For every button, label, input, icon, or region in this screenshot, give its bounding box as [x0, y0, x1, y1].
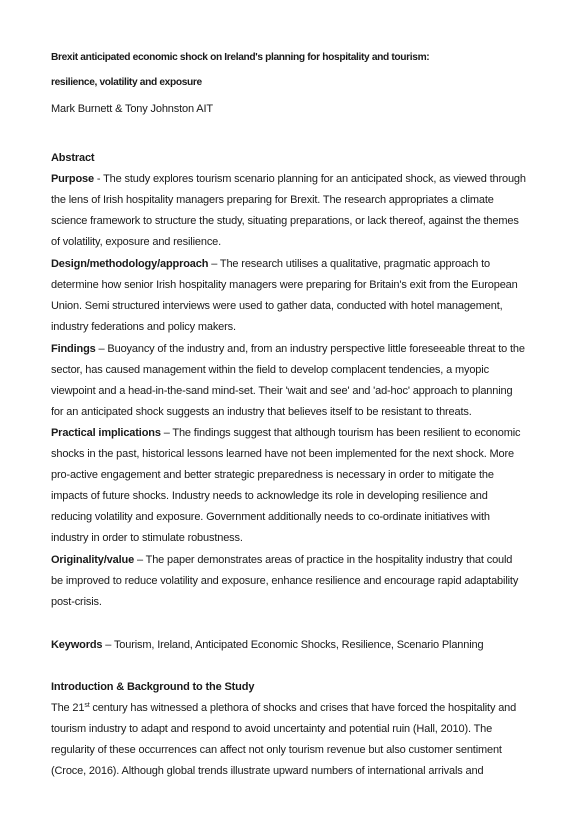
implications-label: Practical implications: [51, 427, 161, 439]
intro-text: The 21: [51, 702, 85, 714]
authors: Mark Burnett & Tony Johnston AIT: [51, 103, 213, 115]
originality-label: Originality/value: [51, 554, 135, 566]
implications-line: impacts of future shocks. Industry needs to acknowledge its role in developing resilience and: [51, 490, 488, 502]
intro-line: [51, 701, 516, 715]
purpose-line: the lens of Irish hospitality managers preparing for Brexit. The research appropriates a climate: [51, 194, 494, 206]
originality-line: be improved to reduce volatility and exposure, enhance resilience and encourage rapid adaptability: [51, 575, 519, 587]
intro-text: century has witnessed a plethora of shocks and crises that have forced the hospitality and: [89, 702, 517, 714]
implications-line: shocks in the past, historical lessons learned have not been implemented for the next shock. More: [51, 448, 514, 460]
implications-line: pro-active engagement and better strategic preparedness is necessary in order to mitigate the: [51, 469, 494, 481]
design-text: – The research utilises a qualitative, pragmatic approach to: [208, 258, 491, 270]
findings-text: – Buoyancy of the industry and, from an industry perspective little foreseeable threat to the: [95, 343, 525, 355]
purpose-label: Purpose: [51, 173, 94, 185]
keywords-line: [51, 638, 483, 652]
keywords-label: Keywords: [51, 639, 103, 651]
originality-line: [51, 553, 512, 567]
implications-line: industry in order to stimulate robustness.: [51, 532, 243, 544]
paper-title-line-1: Brexit anticipated economic shock on Ireland's planning for hospitality and tourism:: [51, 52, 430, 63]
findings-line: sector, has caused management within the field to develop complacent tendencies, a myopic: [51, 364, 489, 376]
intro-line: (Croce, 2016). Although global trends illustrate upward numbers of international arrivals and: [51, 765, 484, 777]
findings-line: viewpoint and a head-in-the-sand mind-set. Their 'wait and see' and 'ad-hoc' approach to planning: [51, 385, 513, 397]
implications-text: – The findings suggest that although tourism has been resilient to economic: [160, 427, 521, 439]
design-label: Design/methodology/approach: [51, 258, 209, 270]
implications-line: reducing volatility and exposure. Government additionally needs to co-ordinate initiatives with: [51, 511, 490, 523]
purpose-line: [51, 172, 526, 186]
findings-label: Findings: [51, 343, 96, 355]
abstract-heading: Abstract: [51, 152, 95, 164]
design-line: [51, 257, 490, 271]
design-line: determine how senior Irish hospitality managers were preparing for Britain's exit from the European: [51, 279, 518, 291]
keywords-text: – Tourism, Ireland, Anticipated Economic Shocks, Resilience, Scenario Planning: [102, 639, 484, 651]
design-line: Union. Semi structured interviews were used to gather data, conducted with hotel management,: [51, 300, 503, 312]
purpose-line: science framework to structure the study, situating preparations, or lack thereof, against the themes: [51, 215, 519, 227]
findings-line: [51, 342, 525, 356]
intro-line: regularity of these occurrences can affect not only tourism revenue but also customer sentiment: [51, 744, 502, 756]
implications-line: [51, 426, 520, 440]
intro-line: tourism industry to adapt and respond to avoid uncertainty and potential ruin (Hall, 2010). The: [51, 723, 493, 735]
intro-heading: Introduction & Background to the Study: [51, 681, 255, 693]
findings-line: for an anticipated shock suggests an industry that believes itself to be resistant to threats.: [51, 406, 472, 418]
design-line: industry federations and policy makers.: [51, 321, 236, 333]
purpose-text: - The study explores tourism scenario planning for an anticipated shock, as viewed through: [93, 173, 526, 185]
purpose-line: of volatility, exposure and resilience.: [51, 236, 222, 248]
originality-line: post-crisis.: [51, 596, 102, 608]
originality-text: – The paper demonstrates areas of practice in the hospitality industry that could: [134, 554, 513, 566]
ordinal-superscript: st: [84, 702, 90, 709]
paper-title-line-2: resilience, volatility and exposure: [51, 77, 202, 88]
